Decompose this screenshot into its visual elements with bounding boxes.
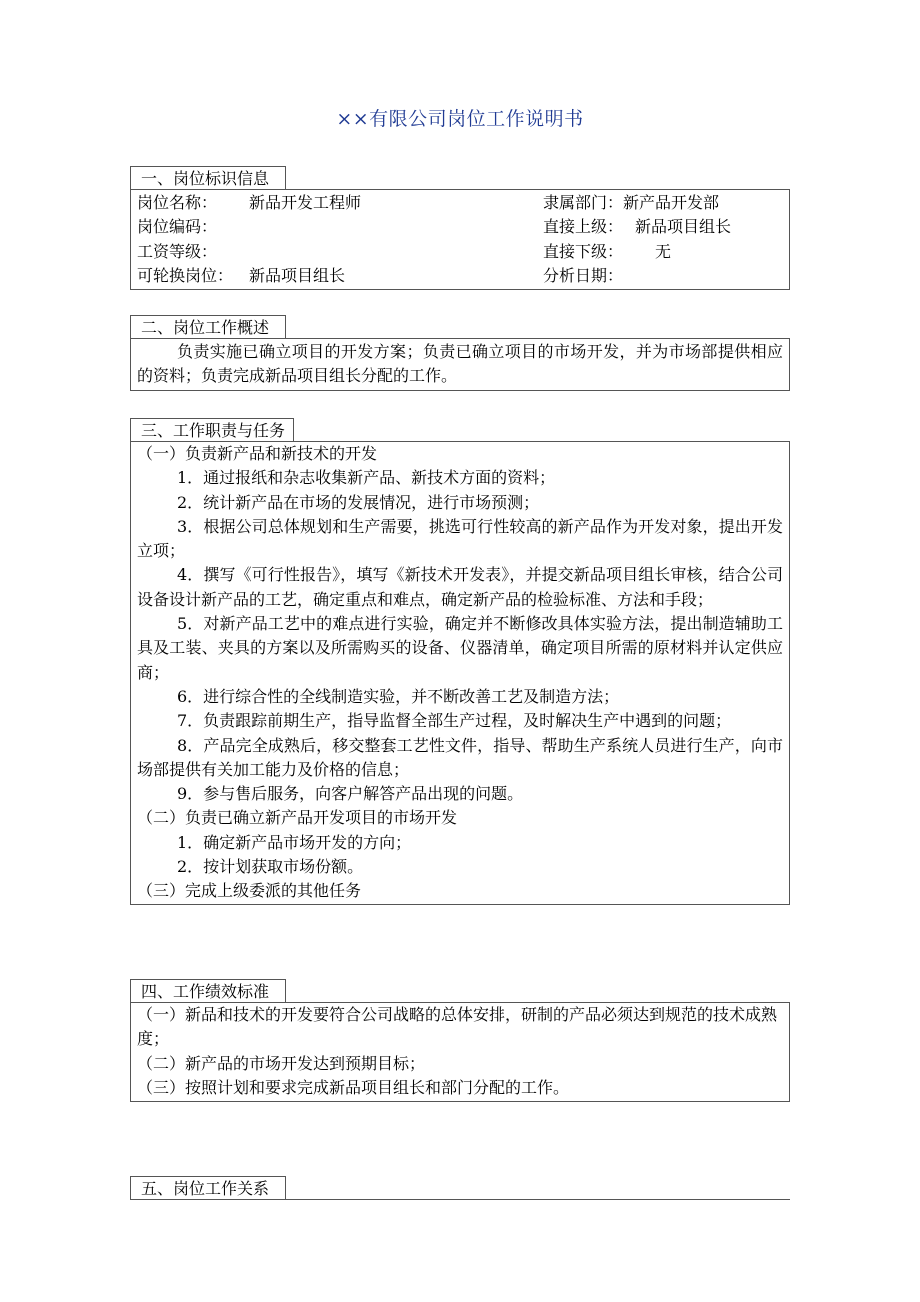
- section-relations: [130, 1176, 790, 1200]
- list-item: 2．按计划获取市场份额。: [177, 857, 364, 877]
- overview-box: [130, 338, 790, 391]
- list-item: 4．撰写《可行性报告》，填写《新技术开发表》，并提交新品项目组长审核，结合公司设备设计新产品的工艺，确定重点和难点，确定新产品的检验标准、方法和手段；: [137, 565, 783, 609]
- field-label: 可轮换岗位：: [137, 265, 234, 285]
- field-label: 岗位名称：: [137, 193, 218, 212]
- list-item: 6．进行综合性的全线制造实验，并不断改善工艺及制造方法；: [177, 686, 620, 706]
- field-value: 新品项目组长: [635, 217, 732, 237]
- section-heading: 三、工作职责与任务: [130, 418, 294, 441]
- duties-box: [130, 441, 790, 905]
- identification-box: [130, 189, 790, 290]
- field-label: 工资等级：: [137, 241, 218, 261]
- page-title: ××有限公司岗位工作说明书: [336, 108, 584, 130]
- list-item: 9．参与售后服务，向客户解答产品出现的问题。: [177, 784, 524, 804]
- group-title: （三）完成上级委派的其他任务: [137, 881, 362, 901]
- list-item: 2．统计新产品在市场的发展情况，进行市场预测；: [177, 492, 540, 512]
- field-value: 新产品开发部: [623, 193, 720, 212]
- list-item: （二）新产品的市场开发达到预期目标；: [137, 1053, 426, 1073]
- section-heading: 五、岗位工作关系: [130, 1176, 286, 1199]
- field-value: 新品开发工程师: [249, 193, 362, 212]
- section-identification: [130, 166, 790, 290]
- info-row: [137, 264, 783, 288]
- info-row: [137, 215, 783, 239]
- section-heading: 一、岗位标识信息: [130, 166, 286, 189]
- section-heading: 四、工作绩效标准: [130, 979, 286, 1002]
- field-value: 无: [655, 241, 672, 261]
- field-label: 分析日期：: [543, 265, 624, 285]
- field-label: 岗位编码：: [137, 217, 218, 237]
- info-row: [137, 191, 783, 215]
- list-item: （一）新品和技术的开发要符合公司战略的总体安排，研制的产品必须达到规范的技术成熟度；: [137, 1005, 778, 1049]
- list-item: 8．产品完全成熟后，移交整套工艺性文件，指导、帮助生产系统人员进行生产，向市场部提供有关加工能力及价格的信息；: [137, 735, 783, 779]
- section-duties: [130, 418, 790, 905]
- field-value: 新品项目组长: [249, 265, 346, 285]
- field-label: 隶属部门：: [543, 193, 624, 212]
- list-item: 5．对新产品工艺中的难点进行实验，确定并不断修改具体实验方法，提出制造辅助工具及工装、夹具的方案以及所需购买的设备、仪器清单，确定项目所需的原材料并认定供应商；: [137, 614, 783, 682]
- performance-box: [130, 1002, 790, 1102]
- overview-text: 负责实施已确立项目的开发方案；负责已确立项目的市场开发，并为市场部提供相应的资料；负责完成新品项目组长分配的工作。: [137, 342, 783, 386]
- group-title: （一）负责新产品和新技术的开发: [137, 444, 378, 463]
- list-item: 1．确定新产品市场开发的方向；: [177, 832, 412, 852]
- field-label: 直接上级：: [543, 217, 624, 237]
- list-item: 3．根据公司总体规划和生产需要，挑选可行性较高的新产品作为开发对象，提出开发立项；: [137, 516, 783, 561]
- field-label: 直接下级：: [543, 241, 624, 261]
- section-overview: [130, 315, 790, 391]
- list-item: 1．通过报纸和杂志收集新产品、新技术方面的资料；: [177, 468, 556, 488]
- info-row: [137, 240, 783, 264]
- section-heading: 二、岗位工作概述: [130, 315, 286, 338]
- list-item: （三）按照计划和要求完成新品项目组长和部门分配的工作。: [137, 1077, 570, 1097]
- list-item: 7．负责跟踪前期生产，指导监督全部生产过程，及时解决生产中遇到的问题；: [177, 711, 732, 731]
- section-performance: [130, 979, 790, 1102]
- group-title: （二）负责已确立新产品开发项目的市场开发: [137, 808, 458, 828]
